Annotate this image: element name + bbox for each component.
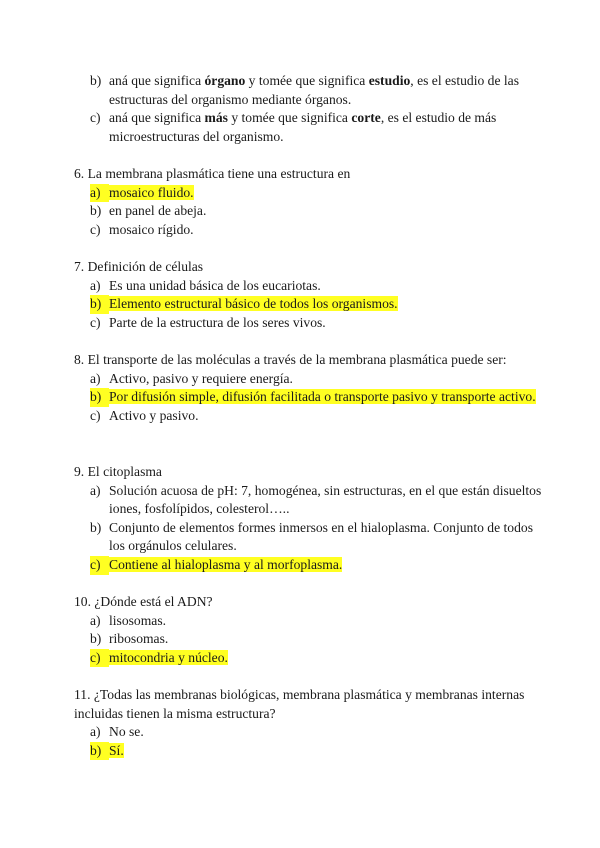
option-b: [90, 519, 544, 556]
option-text: mosaico rígido.: [109, 221, 194, 237]
question-title: 7. Definición de células: [74, 259, 204, 274]
option-c: [90, 109, 544, 146]
option-a: [90, 482, 544, 519]
option-a: [90, 277, 544, 296]
option-label: a): [90, 277, 101, 293]
previous-question-continuation: [74, 72, 544, 146]
option-label: c): [90, 407, 101, 423]
question-title: 6. La membrana plasmática tiene una estructura en: [74, 166, 351, 181]
option-label: b): [90, 631, 102, 647]
option-b: [90, 202, 544, 221]
option-text: Activo y pasivo.: [109, 407, 199, 423]
option-text: en panel de abeja.: [109, 203, 207, 219]
option-text: Es una unidad básica de los eucariotas.: [109, 277, 321, 293]
question-11: [74, 686, 544, 760]
option-label: c): [90, 110, 101, 126]
option-b: [90, 388, 544, 407]
option-text: lisosomas.: [109, 612, 167, 628]
option-a: [90, 723, 544, 742]
option-b: [90, 72, 544, 109]
option-text: Solución acuosa de pH: 7, homogénea, sin estructuras, en el que están disueltos iones, fosfolípidos, colesterol…..: [109, 482, 542, 517]
option-label: b): [90, 388, 109, 407]
option-text-highlighted: Contiene al hialoplasma y al morfoplasma.: [109, 556, 343, 572]
option-label: b): [90, 203, 102, 219]
question-6: [74, 165, 544, 239]
option-text: aná que significa más y tomée que significa corte, es el estudio de más microestructuras del organismo.: [109, 110, 497, 144]
option-text-highlighted: mosaico fluido.: [109, 184, 194, 200]
option-text-highlighted: Por difusión simple, difusión facilitada o transporte pasivo y transporte activo.: [109, 389, 536, 405]
option-label: a): [90, 370, 101, 386]
question-title: 9. El citoplasma: [74, 464, 162, 479]
option-label: b): [90, 73, 102, 88]
option-text: Activo, pasivo y requiere energía.: [109, 370, 293, 386]
option-text-highlighted: mitocondria y núcleo.: [109, 649, 228, 665]
question-9: [74, 463, 544, 575]
option-a: [90, 184, 544, 203]
option-c: [90, 221, 544, 240]
option-label: a): [90, 482, 101, 498]
option-c: [90, 407, 544, 426]
option-b: [90, 742, 544, 761]
option-label: c): [90, 556, 109, 575]
option-c: [90, 314, 544, 333]
option-label: a): [90, 724, 101, 740]
option-c: [90, 649, 544, 668]
option-b: [90, 630, 544, 649]
question-title: 11. ¿Todas las membranas biológicas, membrana plasmática y membranas internas incluidas tienen la misma estructura?: [74, 687, 525, 721]
option-label: b): [90, 519, 102, 535]
option-a: [90, 612, 544, 631]
option-text: Conjunto de elementos formes inmersos en el hialoplasma. Conjunto de todos los orgánulos celulares.: [109, 519, 533, 554]
option-text-highlighted: Elemento estructural básico de todos los organismos.: [109, 296, 398, 312]
option-a: [90, 370, 544, 389]
question-7: [74, 258, 544, 332]
option-label: c): [90, 221, 101, 237]
option-text-highlighted: Sí.: [109, 742, 124, 758]
option-b: [90, 295, 544, 314]
option-text: aná que significa órgano y tomée que significa estudio, es el estudio de las estructuras del organismo mediante órganos.: [109, 73, 520, 107]
question-title: 8. El transporte de las moléculas a través de la membrana plasmática puede ser:: [74, 352, 507, 367]
option-label: b): [90, 742, 109, 761]
option-label: b): [90, 295, 109, 314]
question-10: [74, 593, 544, 667]
option-text: No se.: [109, 724, 144, 740]
option-c: [90, 556, 544, 575]
option-text: Parte de la estructura de los seres vivos.: [109, 314, 326, 330]
option-label: a): [90, 184, 109, 203]
question-8: [74, 351, 544, 425]
question-title: 10. ¿Dónde está el ADN?: [74, 594, 213, 609]
option-label: c): [90, 314, 101, 330]
option-text: ribosomas.: [109, 631, 169, 647]
option-label: a): [90, 612, 101, 628]
option-label: c): [90, 649, 109, 668]
